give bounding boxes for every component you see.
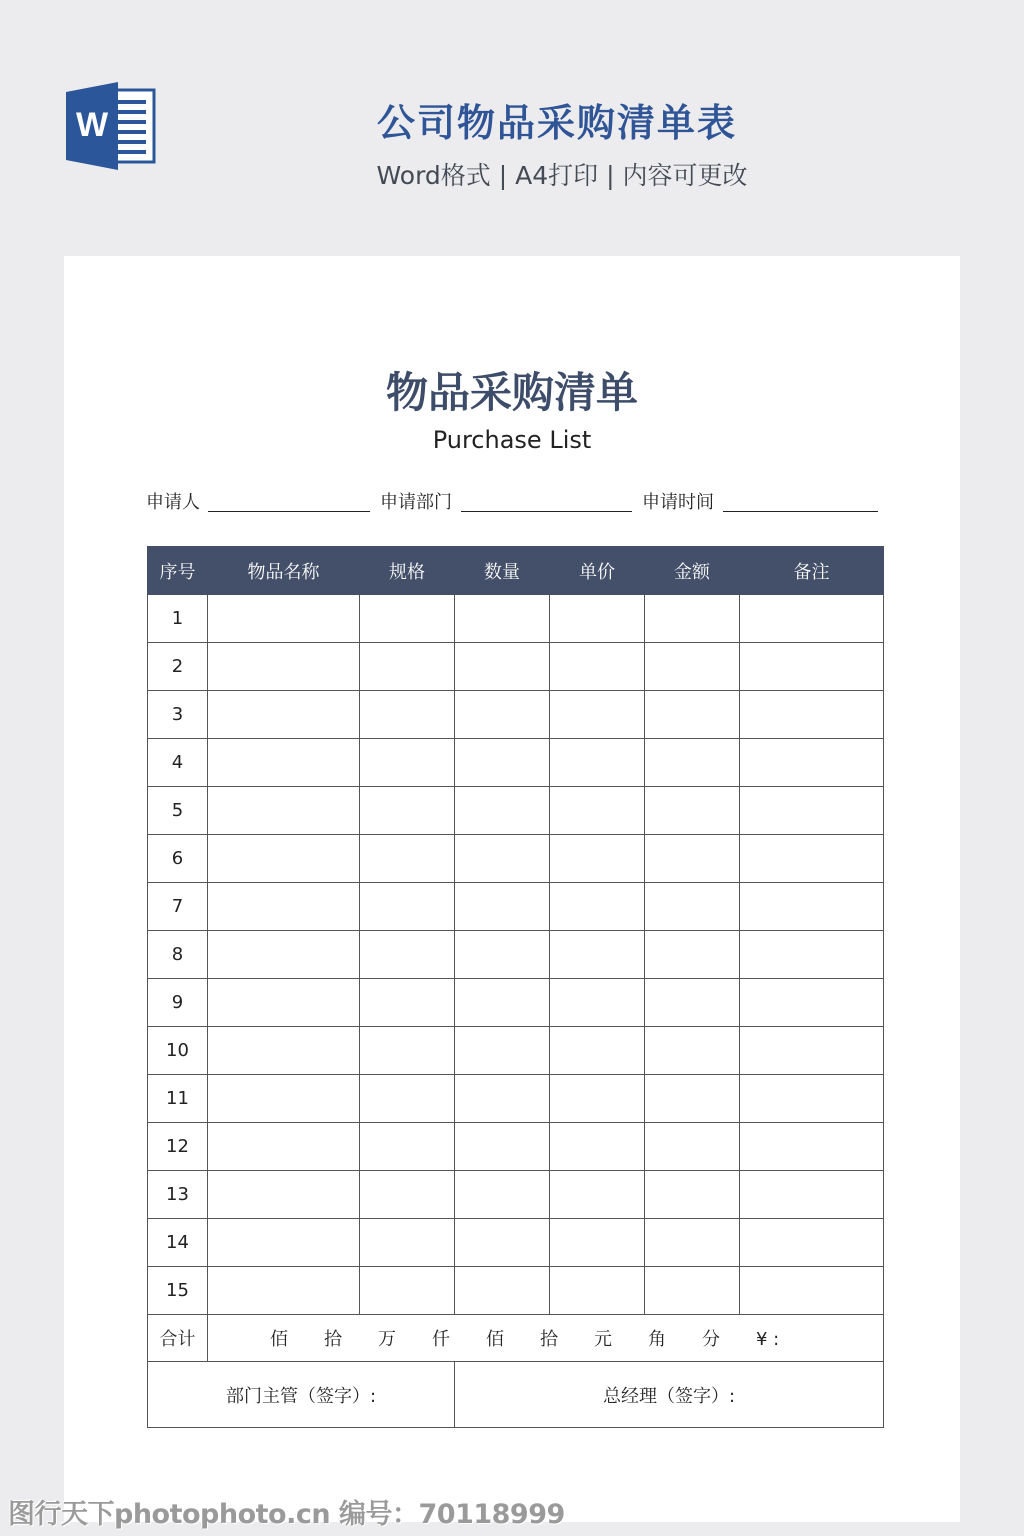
table-row — [148, 883, 884, 931]
unit-label: 分 — [702, 1329, 720, 1350]
row-number: 5 — [148, 787, 208, 835]
table-cell[interactable] — [550, 595, 645, 643]
table-cell[interactable] — [455, 1267, 550, 1315]
row-number: 3 — [148, 691, 208, 739]
table-row — [148, 739, 884, 787]
table-row — [148, 931, 884, 979]
table-row — [148, 691, 884, 739]
svg-text:W: W — [75, 106, 109, 144]
table-cell[interactable] — [645, 883, 740, 931]
table-cell[interactable] — [645, 1123, 740, 1171]
table-cell[interactable] — [360, 979, 455, 1027]
table-cell[interactable] — [550, 931, 645, 979]
document-page — [64, 256, 960, 1522]
row-number: 11 — [148, 1075, 208, 1123]
table-row — [148, 1123, 884, 1171]
table-cell[interactable] — [455, 1123, 550, 1171]
table-cell[interactable] — [550, 1027, 645, 1075]
table-cell[interactable] — [645, 1219, 740, 1267]
row-number: 9 — [148, 979, 208, 1027]
row-number: 7 — [148, 883, 208, 931]
header-cell: 备注 — [740, 547, 884, 595]
row-number: 2 — [148, 643, 208, 691]
table-cell[interactable] — [360, 1075, 455, 1123]
table-cell[interactable] — [360, 595, 455, 643]
table-cell[interactable] — [208, 1027, 360, 1075]
table-cell[interactable] — [360, 643, 455, 691]
table-cell[interactable] — [740, 931, 884, 979]
table-cell[interactable] — [550, 643, 645, 691]
table-cell[interactable] — [455, 979, 550, 1027]
table-cell[interactable] — [645, 835, 740, 883]
table-cell[interactable] — [740, 643, 884, 691]
unit-label: 角 — [648, 1329, 666, 1350]
row-number: 6 — [148, 835, 208, 883]
table-row — [148, 1171, 884, 1219]
department-line[interactable] — [461, 511, 632, 512]
purchase-table — [147, 546, 884, 1428]
table-cell[interactable] — [740, 787, 884, 835]
table-cell[interactable] — [360, 835, 455, 883]
table-cell[interactable] — [360, 787, 455, 835]
table-cell[interactable] — [645, 691, 740, 739]
table-cell[interactable] — [740, 739, 884, 787]
row-number: 4 — [148, 739, 208, 787]
header-cell: 数量 — [455, 547, 550, 595]
table-cell[interactable] — [208, 979, 360, 1027]
row-number: 14 — [148, 1219, 208, 1267]
banner-subtitle: Word格式 | A4打印 | 内容可更改 — [376, 161, 748, 190]
table-cell[interactable] — [550, 1123, 645, 1171]
table-row — [148, 595, 884, 643]
table-cell[interactable] — [550, 691, 645, 739]
table-header-row — [148, 547, 884, 595]
date-line[interactable] — [723, 511, 878, 512]
row-number: 13 — [148, 1171, 208, 1219]
table-row — [148, 979, 884, 1027]
total-row — [148, 1315, 884, 1362]
header-cell: 金额 — [645, 547, 740, 595]
table-cell[interactable] — [360, 1123, 455, 1171]
applicant-line[interactable] — [208, 511, 370, 512]
row-number: 8 — [148, 931, 208, 979]
table-cell[interactable] — [645, 1027, 740, 1075]
table-row — [148, 1075, 884, 1123]
table-row — [148, 1219, 884, 1267]
document-title: 物品采购清单 — [385, 368, 638, 417]
table-cell[interactable] — [550, 979, 645, 1027]
watermark: 图行天下photophoto.cn 编号：70118999 — [8, 1499, 565, 1530]
table-cell[interactable] — [645, 643, 740, 691]
unit-label: 佰 — [486, 1329, 504, 1350]
table-cell[interactable] — [208, 595, 360, 643]
signature-row — [148, 1362, 884, 1428]
table-cell[interactable] — [360, 739, 455, 787]
table-cell[interactable] — [360, 883, 455, 931]
gm-signature[interactable]: 总经理（签字）: — [455, 1362, 884, 1428]
table-cell[interactable] — [740, 1027, 884, 1075]
table-cell[interactable] — [740, 1171, 884, 1219]
table-cell[interactable] — [455, 691, 550, 739]
table-cell[interactable] — [740, 691, 884, 739]
table-cell[interactable] — [740, 883, 884, 931]
table-cell[interactable] — [550, 739, 645, 787]
header-cell: 单价 — [550, 547, 645, 595]
table-cell[interactable] — [208, 1123, 360, 1171]
table-cell[interactable] — [550, 1171, 645, 1219]
table-cell[interactable] — [455, 1027, 550, 1075]
table-cell[interactable] — [455, 787, 550, 835]
table-cell[interactable] — [550, 883, 645, 931]
table-cell[interactable] — [455, 739, 550, 787]
unit-label: 拾 — [540, 1329, 558, 1350]
table-cell[interactable] — [740, 1219, 884, 1267]
total-label: 合计 — [148, 1315, 208, 1362]
table-cell[interactable] — [455, 1219, 550, 1267]
date-label: 申请时间 — [642, 492, 714, 513]
table-cell[interactable] — [645, 739, 740, 787]
department-label: 申请部门 — [380, 492, 452, 513]
table-cell[interactable] — [455, 931, 550, 979]
table-cell[interactable] — [550, 1267, 645, 1315]
table-cell[interactable] — [208, 1075, 360, 1123]
table-cell[interactable] — [360, 1267, 455, 1315]
table-row — [148, 1267, 884, 1315]
table-cell[interactable] — [360, 1219, 455, 1267]
table-cell[interactable] — [550, 1075, 645, 1123]
table-cell[interactable] — [208, 931, 360, 979]
table-cell[interactable] — [455, 643, 550, 691]
row-number: 10 — [148, 1027, 208, 1075]
unit-label: 元 — [594, 1329, 612, 1350]
table-row — [148, 643, 884, 691]
table-cell[interactable] — [208, 1171, 360, 1219]
unit-label: ¥ : — [756, 1329, 780, 1350]
table-cell[interactable] — [740, 1075, 884, 1123]
table-cell[interactable] — [740, 979, 884, 1027]
table-cell[interactable] — [208, 835, 360, 883]
table-cell[interactable] — [455, 595, 550, 643]
table-cell[interactable] — [360, 1027, 455, 1075]
unit-label: 万 — [378, 1329, 396, 1350]
table-cell[interactable] — [645, 1171, 740, 1219]
row-number: 15 — [148, 1267, 208, 1315]
table-cell[interactable] — [455, 1075, 550, 1123]
document-subtitle: Purchase List — [432, 426, 592, 454]
table-cell[interactable] — [360, 931, 455, 979]
table-cell[interactable] — [360, 1171, 455, 1219]
table-cell[interactable] — [740, 1267, 884, 1315]
header-cell: 物品名称 — [208, 547, 360, 595]
table-cell[interactable] — [645, 595, 740, 643]
table-cell[interactable] — [645, 931, 740, 979]
table-cell[interactable] — [208, 1219, 360, 1267]
table-cell[interactable] — [740, 1123, 884, 1171]
table-row — [148, 787, 884, 835]
table-cell[interactable] — [550, 1219, 645, 1267]
table-cell[interactable] — [208, 883, 360, 931]
row-number: 12 — [148, 1123, 208, 1171]
manager-signature[interactable]: 部门主管（签字）: — [148, 1362, 455, 1428]
header-cell: 序号 — [148, 547, 208, 595]
unit-label: 仟 — [432, 1329, 450, 1350]
table-row — [148, 835, 884, 883]
table-cell[interactable] — [455, 835, 550, 883]
table-cell[interactable] — [740, 835, 884, 883]
table-cell[interactable] — [360, 691, 455, 739]
table-cell[interactable] — [645, 1267, 740, 1315]
table-cell[interactable] — [645, 787, 740, 835]
table-cell[interactable] — [645, 1075, 740, 1123]
amount-units[interactable] — [208, 1315, 884, 1362]
table-cell[interactable] — [455, 883, 550, 931]
table-cell[interactable] — [208, 787, 360, 835]
header-cell: 规格 — [360, 547, 455, 595]
table-cell[interactable] — [550, 787, 645, 835]
unit-label: 佰 — [270, 1329, 288, 1350]
table-cell[interactable] — [740, 595, 884, 643]
banner-title: 公司物品采购清单表 — [376, 101, 737, 145]
table-cell[interactable] — [455, 1171, 550, 1219]
table-cell[interactable] — [208, 1267, 360, 1315]
table-cell[interactable] — [208, 739, 360, 787]
table-cell[interactable] — [645, 979, 740, 1027]
applicant-label: 申请人 — [146, 492, 200, 513]
unit-label: 拾 — [324, 1329, 342, 1350]
table-cell[interactable] — [208, 643, 360, 691]
table-cell[interactable] — [550, 835, 645, 883]
table-cell[interactable] — [208, 691, 360, 739]
table-row — [148, 1027, 884, 1075]
row-number: 1 — [148, 595, 208, 643]
